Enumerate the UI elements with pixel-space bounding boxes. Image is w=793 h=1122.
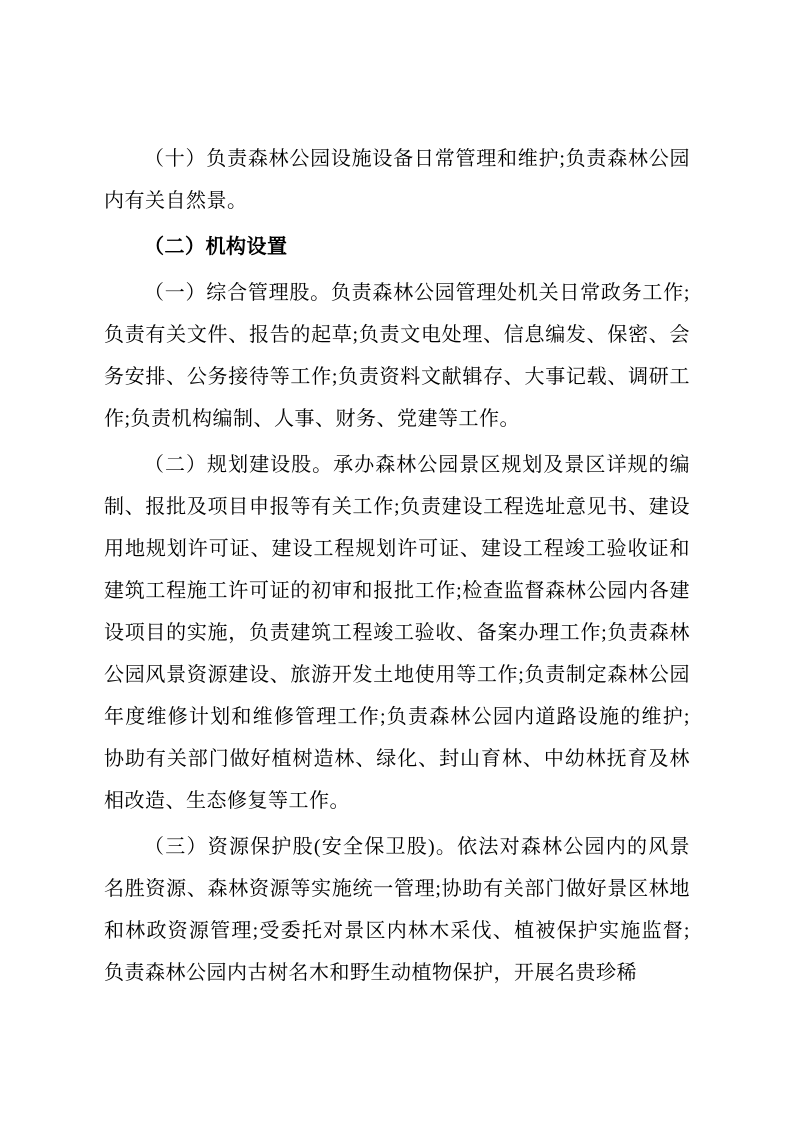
section-heading-organization-setup: （二）机构设置 [144,236,288,258]
paragraph-planning-construction-section: （二）规划建设股。承办森林公园景区规划及景区详规的编制、报批及项目申报等有关工作;负责建设工程选址意见书、建设用地规划许可证、建设工程规划许可证、建设工程竣工验收证和建筑工程施工许可证的初审和报批工作;检查监督森林公园内各建设项目的实施，负责建筑工程竣工验收、备案办理工作;负责森林公园风景资源建设、旅游开发土地使用等工作;负责制定森林公园年度维修计划和维修管理工作;负责森林公园内道路设施的维护;协助有关部门做好植树造林、绿化、封山育林、中幼林抚育及林相改造、生态修复等工作。 [104,454,690,812]
paragraph-resource-protection-section: （三）资源保护股(安全保卫股)。依法对森林公园内的风景名胜资源、森林资源等实施统一管理;协助有关部门做好景区林地和林政资源管理;受委托对景区内林木采伐、植被保护实施监督;负责森林公园内古树名木和野生动植物保护，开展名贵珍稀 [104,836,690,984]
paragraph-general-management-section: （一）综合管理股。负责森林公园管理处机关日常政务工作;负责有关文件、报告的起草;负责文电处理、信息编发、保密、会务安排、公务接待等工作;负责资料文献辑存、大事记载、调研工作;负责机构编制、人事、财务、党建等工作。 [104,282,690,430]
document-body [104,138,690,998]
paragraph-item-ten: （十）负责森林公园设施设备日常管理和维护;负责森林公园内有关自然景。 [104,148,690,212]
